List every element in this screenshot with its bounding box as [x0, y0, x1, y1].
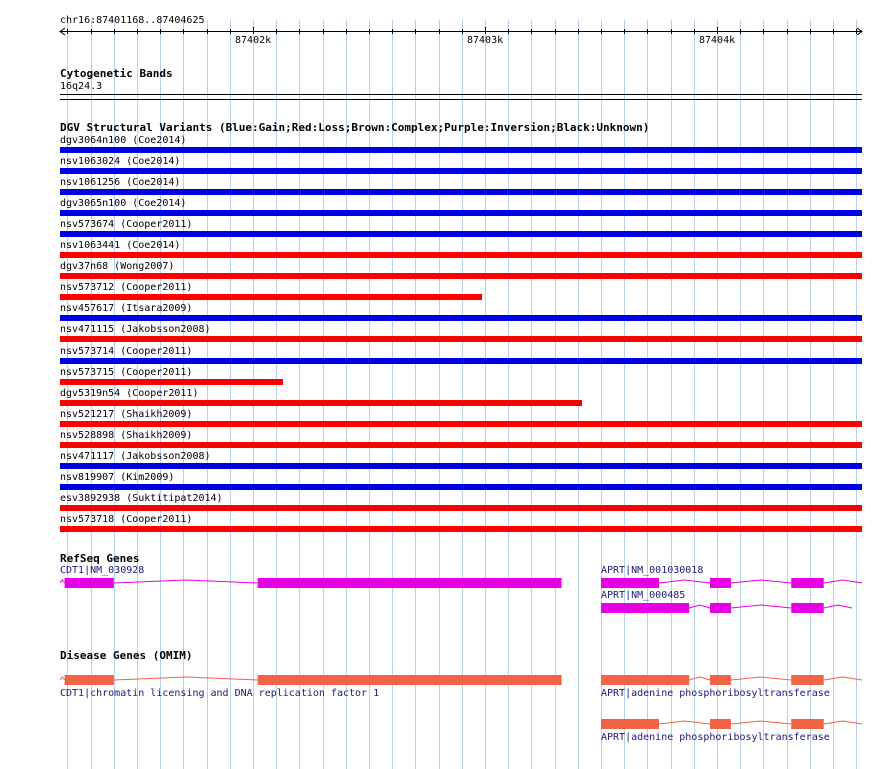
exon-block	[65, 578, 114, 588]
variant-loss-bar[interactable]	[60, 526, 862, 532]
refseq-gene-label[interactable]: APRT|NM_000485	[601, 590, 686, 601]
variant-label[interactable]: dgv37n68 (Wong2007)	[60, 261, 175, 273]
variant-label[interactable]: dgv3065n100 (Coe2014)	[60, 198, 187, 210]
omim-gene-label[interactable]: APRT|adenine phosphoribosyltransferase	[601, 732, 830, 743]
refseq-gene-label[interactable]: APRT|NM_001030018	[601, 565, 704, 576]
variant-gain-bar[interactable]	[60, 210, 862, 216]
omim-gene-glyph[interactable]	[601, 718, 864, 730]
exon-block	[258, 675, 562, 685]
variant-label[interactable]: dgv3064n100 (Coe2014)	[60, 135, 187, 146]
intron-line	[824, 580, 862, 583]
variant-loss-bar[interactable]	[60, 505, 862, 511]
refseq-gene-label[interactable]: CDT1|NM_030928	[60, 565, 145, 576]
exon-block	[601, 719, 659, 729]
variant-label[interactable]: nsv457617 (Itsara2009)	[60, 303, 193, 315]
cytoband-track-title: Cytogenetic Bands	[60, 67, 173, 80]
exon-block	[710, 578, 731, 588]
intron-line	[731, 721, 791, 724]
variant-label[interactable]: esv3892938 (Suktitipat2014)	[60, 492, 223, 504]
variant-loss-bar[interactable]	[60, 336, 862, 342]
variant-loss-bar[interactable]	[60, 379, 283, 385]
exon-block	[791, 603, 823, 613]
intron-line	[114, 677, 258, 680]
variant-label[interactable]: dgv5319n54 (Cooper2011)	[60, 387, 199, 399]
variant-label[interactable]: nsv471115 (Jakobsson2008)	[60, 324, 211, 336]
ruler-tick-label: 87402k	[235, 35, 272, 46]
intron-line	[824, 721, 862, 724]
variant-label[interactable]: nsv1063441 (Coe2014)	[60, 240, 181, 252]
ruler-tick-label: 87403k	[467, 35, 504, 46]
exon-block	[601, 675, 689, 685]
variant-gain-bar[interactable]	[60, 147, 862, 153]
refseq-gene-glyph[interactable]	[60, 577, 564, 589]
omim-gene-glyph[interactable]	[601, 674, 864, 686]
intron-line	[731, 677, 791, 680]
variant-loss-bar[interactable]	[60, 294, 482, 300]
dgv-track-title: DGV Structural Variants (Blue:Gain;Red:Loss;Brown:Complex;Purple:Inversion;Black:Unknown)	[60, 121, 650, 134]
variant-label[interactable]: nsv1063024 (Coe2014)	[60, 156, 181, 168]
omim-gene-glyph[interactable]	[60, 674, 564, 686]
cytoband-bar[interactable]	[60, 94, 862, 100]
exon-block	[710, 603, 731, 613]
variant-label[interactable]: nsv573718 (Cooper2011)	[60, 513, 193, 525]
refseq-gene-glyph[interactable]	[601, 577, 864, 589]
exon-block	[601, 603, 689, 613]
exon-block	[791, 719, 823, 729]
variant-label[interactable]: nsv528898 (Shaikh2009)	[60, 429, 193, 441]
variant-gain-bar[interactable]	[60, 358, 862, 364]
intron-line	[731, 580, 791, 583]
variant-loss-bar[interactable]	[60, 442, 862, 448]
intron-line	[60, 677, 65, 680]
exon-block	[65, 675, 114, 685]
omim-gene-label[interactable]: CDT1|chromatin licensing and DNA replication factor 1	[60, 688, 380, 699]
ruler-axis[interactable]	[0, 0, 890, 50]
exon-block	[258, 578, 562, 588]
variant-loss-bar[interactable]	[60, 273, 862, 279]
exon-block	[601, 578, 659, 588]
exon-block	[791, 578, 823, 588]
variant-label[interactable]: nsv1061256 (Coe2014)	[60, 177, 181, 189]
variant-gain-bar[interactable]	[60, 231, 862, 237]
ruler-tick-label: 87404k	[699, 35, 736, 46]
variant-gain-bar[interactable]	[60, 315, 862, 321]
intron-line	[60, 580, 65, 583]
variant-loss-bar[interactable]	[60, 400, 582, 406]
cytoband-label: 16q24.3	[60, 81, 103, 92]
intron-line	[824, 677, 862, 680]
intron-line	[689, 677, 710, 680]
variant-loss-bar[interactable]	[60, 252, 862, 258]
intron-line	[659, 580, 710, 583]
omim-track-title: Disease Genes (OMIM)	[60, 649, 193, 662]
exon-block	[710, 719, 731, 729]
refseq-gene-glyph[interactable]	[601, 602, 854, 614]
variant-gain-bar[interactable]	[60, 463, 862, 469]
intron-line	[731, 605, 791, 608]
variant-gain-bar[interactable]	[60, 484, 862, 490]
variant-gain-bar[interactable]	[60, 189, 862, 195]
variant-label[interactable]: nsv471117 (Jakobsson2008)	[60, 450, 211, 462]
intron-line	[824, 605, 852, 608]
refseq-track-title: RefSeq Genes	[60, 552, 140, 565]
exon-block	[710, 675, 731, 685]
variant-loss-bar[interactable]	[60, 421, 862, 427]
intron-line	[114, 580, 258, 583]
intron-line	[689, 605, 710, 608]
variant-gain-bar[interactable]	[60, 168, 862, 174]
variant-label[interactable]: nsv573712 (Cooper2011)	[60, 282, 193, 294]
variant-label[interactable]: nsv573715 (Cooper2011)	[60, 366, 193, 378]
variant-label[interactable]: nsv521217 (Shaikh2009)	[60, 408, 193, 420]
exon-block	[791, 675, 823, 685]
omim-gene-label[interactable]: APRT|adenine phosphoribosyltransferase	[601, 688, 830, 699]
intron-line	[659, 721, 710, 724]
variant-label[interactable]: nsv573674 (Cooper2011)	[60, 219, 193, 231]
region-label: chr16:87401168..87404625	[60, 15, 205, 26]
variant-label[interactable]: nsv819907 (Kim2009)	[60, 471, 175, 483]
variant-label[interactable]: nsv573714 (Cooper2011)	[60, 345, 193, 357]
